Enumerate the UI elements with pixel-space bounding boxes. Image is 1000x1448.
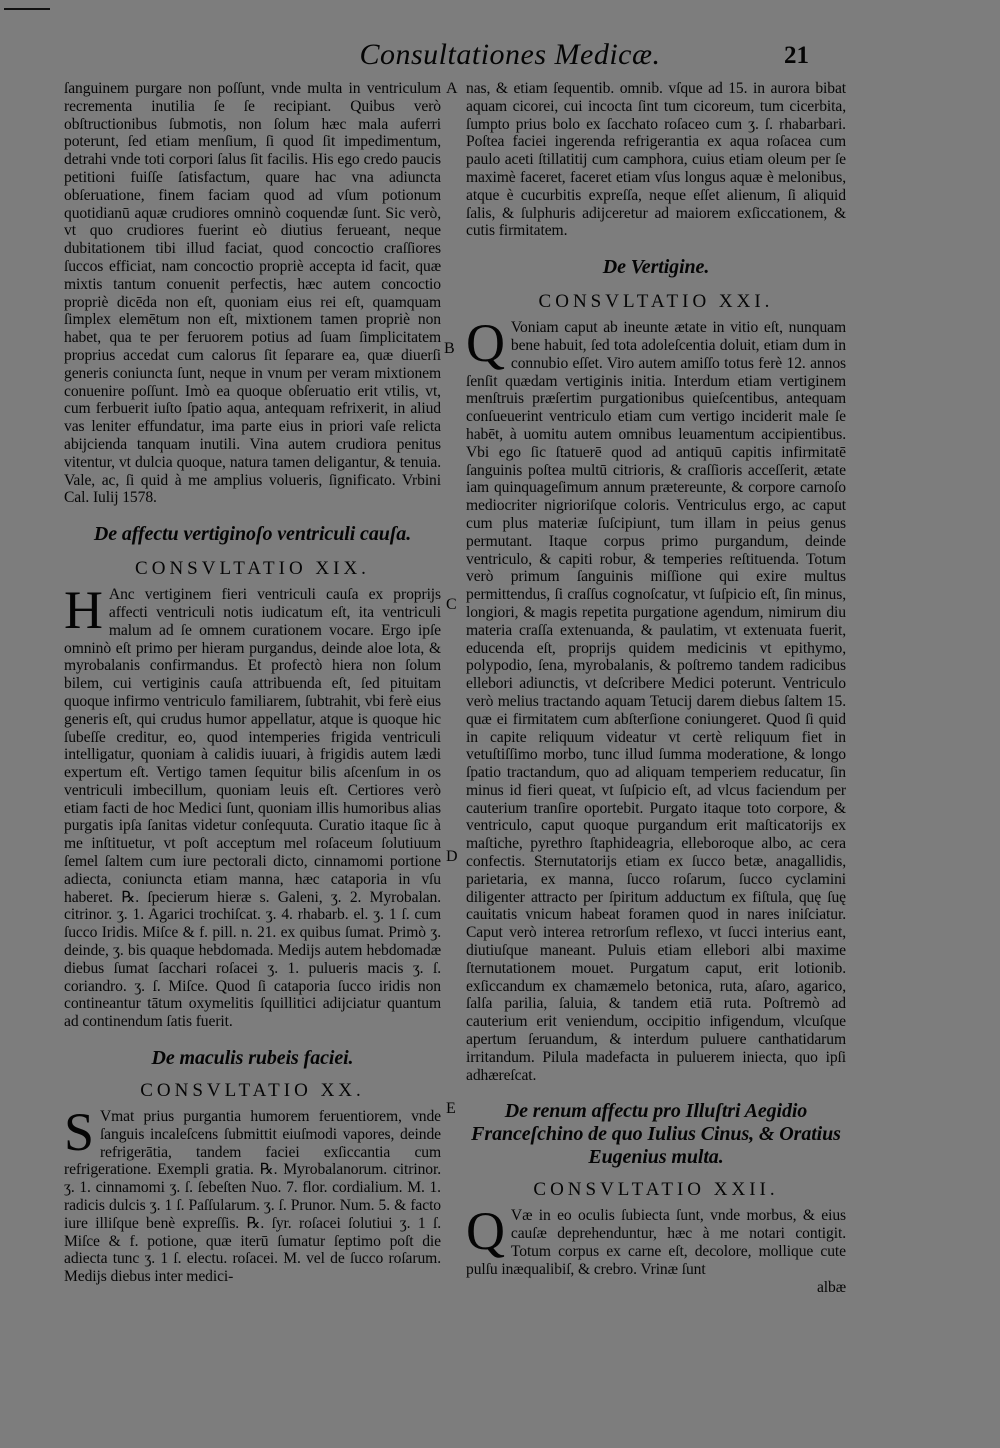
consultatio-text: Væ in eo oculis ſubiecta ſunt, vnde morbus, & eius cauſæ deprehenduntur, hæc à me notari contigit. Totum corpus ex carne eſt, decolore, mollique cute pulſu inæqualibiſ, & crebro. Vrinæ ſunt [466,1207,846,1278]
consultatio-text: Voniam caput ab ineunte ætate in vitio eſt, nunquam bene habuit, ſed tota adoleſcentia doluit, etiam dum in connubio eſſet. Viro autem amiſſo totus ferè 12. annos ſenſit quædam vertiginis initia. Interdum etiam vertiginem menſtruis præſertim purgationibus quieſcentibus, antequam conſueuerint ventriculo etiam cum vertigo inciderit male ſe habēt, à uomitu autem omnibus leuamentum accipientibus. Vbi ego ſic ſtatuerē quod ad antiquū capitis infirmitatē ſanguinis poſtea multū citrioris, & craſſioris acceſſerit, ætate iam quinquageſimum annum prætereunte, & corpore carnoſo mediocriter nigrioriſque coloris. Ventriculus ergo, ac caput cum plus materiæ ſuſcipiunt, tum illam in peius genus permutant. Itaque corpus primo purgandum, deinde ventriculo, & capiti robur, & temperies reſtituenda. Totum verò primum ſanguinis miſſione qui exire multus permittendus, ſi craſſus cognoſcatur, vt ſuſpicio eſt, ſin minus, longiori, & magis repetita purgatione agendum, nimirum diu materia craſſa extenuanda, & paulatim, vt extenuata fuerit, educenda eſt, proprijs quidem medicinis vt epithymo, polypodio, ſena, myrobalanis, & poſtremo tandem radicibus ellebori adiunctis, vt deſcribere Medici poterunt. Ventriculo verò melius tractando aquam Tetucij darem diebus ſaltem 15. quæ ei firmitatem cum abſterſione coniungeret. Quod ſi quid in capite reliquum videatur vt certè reliquum fiet in vetuſtiſſimo morbo, tunc illud ſumma moderatione, & longo ſpatio tractandum, quo ad aliquam temperiem reducatur, ſin minus id fieri queat, vt ſuſpicio eſt, ad vlcus faciendum per cauterium tranſire oportebit. Purgato itaque toto corpore, & ventriculo, caput quoque purgandum erit maſticatorijs ex maſtiche, pyrethro ſtaphideagria, elleboroque albo, ac cera confectis. Sternutatorijs etiam ex ſucco betæ, anagallidis, parietaria, ex manna, ſucco roſarum, ſucco cyclamini diligenter attracto per ſpiritum adductum ex fiſtula, quę ſuę cauitatis vnicum habeat foramen quod in nares iniſciatur. Caput verò interea retrorſum reflexo, vt ſucci interius eant, diutiuſque maneant. Puluis etiam ellebori albi maxime ſternutationem mouet. Purgatum caput, erit lotionib. exſiccandum ex chamæmelo betonica, ruta, aſaro, agarico, ſalſa parilia, ſaluia, & tandem etiā ruta. Poſtremò ad cauterium erit veniendum, occipitio infigendum, vlcuſque apertum ſeruandum, & interdum puluere canthatidarum irritandum. Pilula madefacta in puluerem iniecta, quo ipſi adhæreſcat. [466,319,846,1084]
left-column [64,80,441,1286]
page-number: 21 [784,42,809,69]
consultatio-text: Anc vertiginem fieri ventriculi cauſa ex proprijs affecti ventriculi notis iudicatum eſt, ita ventriculi malum ad ſe omnem curationem vocare. Ergo ipſe omninò eſt primo per hieram purgandus, deinde aloe lota, & myrobalanis confirmandus. Et profectò hiera non ſolum bilem, cui vertiginis cauſa attribuenda eſt, ſed pituitam quoque infirmo ventriculo familiarem, ſubtrahit, vbi ferè eius generis eſt, qui crudus humor appellatur, atque is quoque hic ſubeſſe creditur, eo, quod intemperies frigida ventriculi intelligatur, quoniam à calidis iuuari, à frigidis autem lædi expertum eſt. Vertigo tamen ſequitur bilis aſcenſum in os ventriculi imbecillum, quoniam leuis eſt. Certiores verò etiam facti de hoc Medici ſunt, quoniam illis humoribus alias purgatis ipſa ſanitas videtur conſequuta. Curatio itaque ſic à me inſtituetur, vt poſt acceptum mel roſaceum ſolutiuum ſemel ſaltem cum iure pectorali dicto, cinnamomi portione adiecta, coniuncta etiam manna, hæc cataporia in vſu haberet. ℞. ſpecierum hieræ s. Galeni, ʒ. 2. Myrobalan. citrinor. ʒ. 1. Agarici trochiſcat. ʒ. 4. rhabarb. el. ʒ. 1 ſ. cum ſucco Iridis. Miſce & f. pill. n. 21. ex quibus ſumat. Primò ʒ. deinde, ʒ. bis quaque hebdomada. Medijs autem hebdomadæ diebus ſumat ſacchari roſacei ʒ. 1. pulueris macis ʒ. ſ. coriandro. ʒ. ſ. Miſce. Quod ſi cataporia ſucco iridis non contineantur tātum oxymelitis ſquillitici adijciatur quantum ad continendum ſatis fuerit. [64,586,441,1031]
continuation-paragraph: ſanguinem purgare non poſſunt, vnde multa in ventriculum recrementa inutilia ſe ſe recipiant. Quibus verò obſtructionibus ſubmotis, non ſolum hæc mala auferri poterunt, ſed etiam menſium, ſi quod ſit impedimentum, detrahi vnde toti corpori ſalus ſit facilis. His ego credo paucis petitioni fuiſſe ſatisfactum, quare hac vna adiuncta obſeruatione, finem faciam quod ad vſum potionum quotidianū aquæ crudiores omninò coquendæ ſunt. Sic verò, vt quo crudiores fuerint eò diutius ferueant, neque dubitationem tibi illud faciat, quod concoctio craſſiores ſuccos efficiat, nam concoctio propriè accepta id facit, quæ mixtis tantum conuenit perfectis, hæc autem concoctio propriè dicēda non eſt, quoniam eius rei eſt, quamquam ſimplex elemētum non eſt, mixtionem tamen propriè non habet, qua te per feruorem potius ad ſuam ſimplicitatem proprius accedat cum calorus ſit ſeparare ea, quæ diuerſi generis coniuncta ſunt, neque in vnum per veram mixtionem conuenire poſſunt. Imò ea quoque obſeruatio erit vtilis, vt, cum ferbuerit iuſto ſpatio aqua, antequam refrixerit, in aliud vas leniter effundatur, ima parte eius in priori vaſe relicta abijcienda tanquam inutili. Vina autem crudiora penitus vitentur, vt dulcia quoque, natura tamen deligantur, & tenuia. Vale, ac, ſi quid à me amplius volueris, ſignificato. Vrbini Cal. Iulij 1578. [64,80,441,507]
consultatio-text: Vmat prius purgantia humorem feruentiorem, vnde ſanguis incaleſcens ſubmittit eiuſmodi vapores, deinde refrigerātia, tandem faciei exſiccantia cum refrigeratione. Exempli gratia. ℞. Myrobalanorum. citrinor. ʒ. 1. cinnamomi ʒ. ſ. ſebeſten Nuo. 7. flor. cordialium. M. 1. radicis dulcis ʒ. 1 ſ. Paſſularum. ʒ. ſ. Prunor. Num. 5. & facto iure illiſque benè expreſſis. ℞. ſyr. roſacei ſolutiui ʒ. 1 ſ. Miſce & f. potione, quæ iterū ſumatur ſeptimo poſt die adiecta tunc ʒ. 1 ſ. electu. roſacei. M. vel de ſucco roſarum. Medijs diebus inter medici- [64,1108,441,1286]
drop-cap: H [64,580,103,641]
section-title: De renum affectu pro Illuſtri Aegidio Franceſchino de quo Iulius Cinus, & Oratius Eugenius multa. [471,1100,841,1169]
consultatio-heading: CONSVLTATIO XX. [140,1080,365,1102]
section-title: De maculis rubeis faciei. [151,1047,354,1070]
consultatio-body [64,1102,441,1286]
margin-letter-c: C [446,596,457,613]
consultatio-body [466,313,846,1084]
drop-cap: Q [466,1201,505,1262]
margin-letter-a: A [446,80,458,97]
margin-letter-e: E [446,1100,456,1117]
corner-rule [4,8,50,10]
margin-letter-b: B [444,340,455,357]
consultatio-heading: CONSVLTATIO XIX. [135,558,370,580]
margin-letter-d: D [446,848,458,865]
continuation-paragraph: nas, & etiam ſequentib. omnib. vſque ad 15. in aurora bibat aquam cicorei, cui incocta ſint tum cicoreum, tum cicerbita, ſumpto prius bolo ex ſacchato roſaceo cum ʒ. ſ. rhabarbari. Poſtea faciei ingerenda refrigerantia ex aqua roſacea cum paulo aceti ſtillatitij cum camphora, cuius etiam oleum per ſe maximè faceret, faceret etiam vſus longus aquæ è melonibus, atque è cucurbitis expreſſa, neque eſſet alienum, ſi aliquid ſalis, & ſulphuris adijceretur ad maiorem exſiccationem, & cutis firmitatem. [466,80,846,240]
section-title: De Vertigine. [602,256,710,279]
catchword: albæ [816,1278,846,1296]
right-column [466,80,846,1296]
consultatio-body [64,580,441,1031]
running-title: Consultationes Medicæ. [359,38,661,71]
consultatio-body [466,1201,846,1278]
consultatio-heading: CONSVLTATIO XXI. [538,291,774,313]
consultatio-heading: CONSVLTATIO XXII. [533,1179,779,1201]
drop-cap: S [64,1102,94,1163]
section-title: De affectu vertiginoſo ventriculi cauſa. [93,523,412,546]
drop-cap: Q [466,313,505,374]
